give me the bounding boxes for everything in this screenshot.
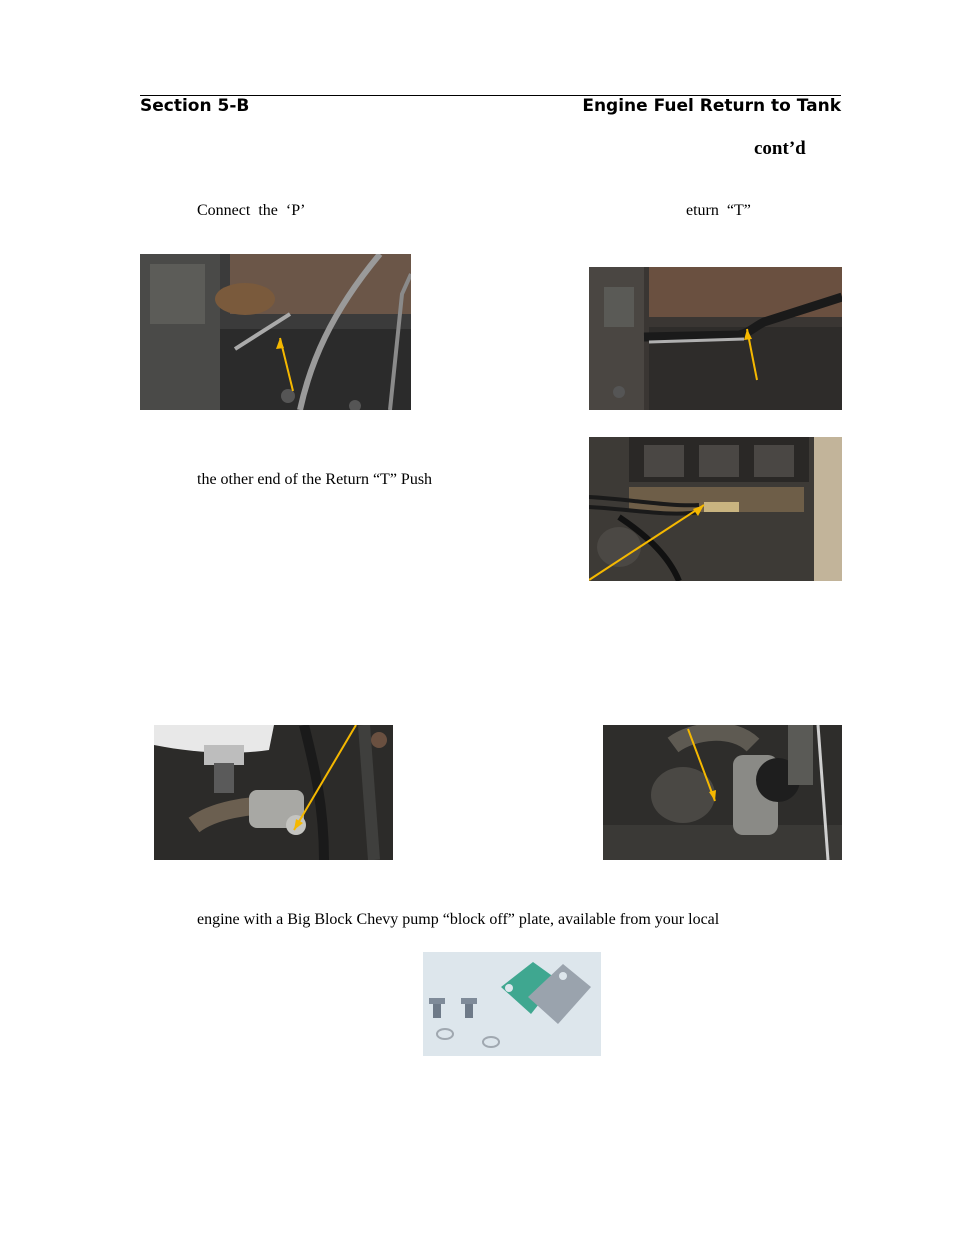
section-label: Section 5-B	[140, 96, 250, 116]
engine-photo-5	[603, 725, 842, 860]
engine-photo-3	[589, 437, 842, 581]
section-title: Engine Fuel Return to Tank	[582, 96, 841, 116]
other-end-text: the other end of the Return “T” Push	[197, 471, 433, 488]
connect-text-left: Connect the ‘P’	[197, 202, 306, 219]
engine-photo-2	[589, 267, 842, 410]
contd-label: cont’d	[754, 138, 806, 159]
engine-photo-4	[154, 725, 393, 860]
engine-line-text: engine with a Big Block Chevy pump “block off” plate, available from your local	[197, 911, 720, 928]
block-off-plate-photo	[423, 952, 601, 1056]
engine-photo-1	[140, 254, 411, 410]
connect-text-right: eturn “T”	[686, 202, 751, 219]
